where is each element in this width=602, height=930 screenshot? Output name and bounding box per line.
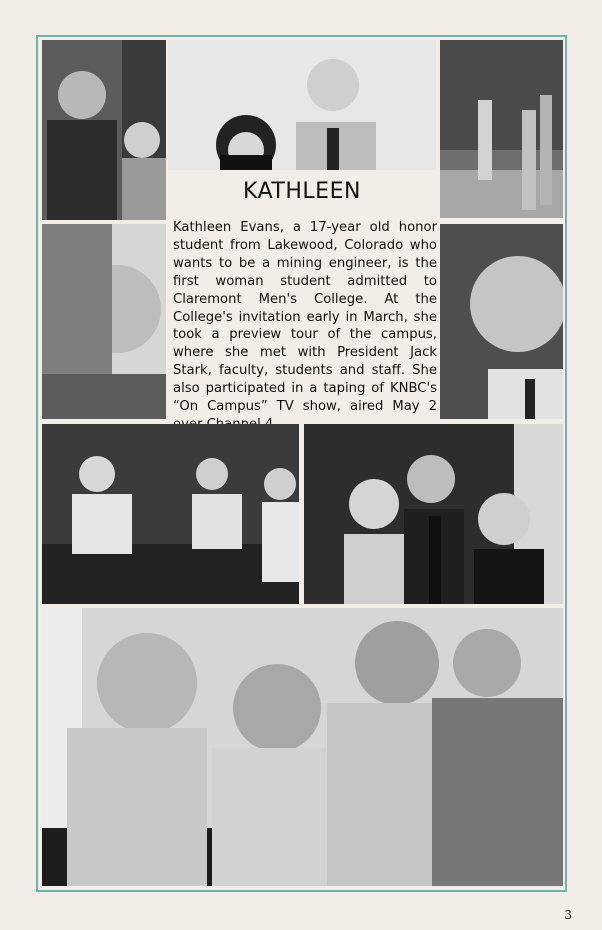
- page-border: [36, 35, 567, 892]
- article-body: Kathleen Evans, a 17-year old honor student from Lakewood, Colorado who wants to be a mining engineer, is the first woman student admitted to Claremont Men's College. At the College's invitation early in March, she took a preview tour of the campus, where she met with President Jack Stark, faculty, students and staff. She also participated in a taping of KNBC's “On Campus” TV show, aired May 2: [173, 220, 437, 415]
- page-number: 3: [564, 908, 572, 922]
- article-title: KATHLEEN: [243, 179, 361, 204]
